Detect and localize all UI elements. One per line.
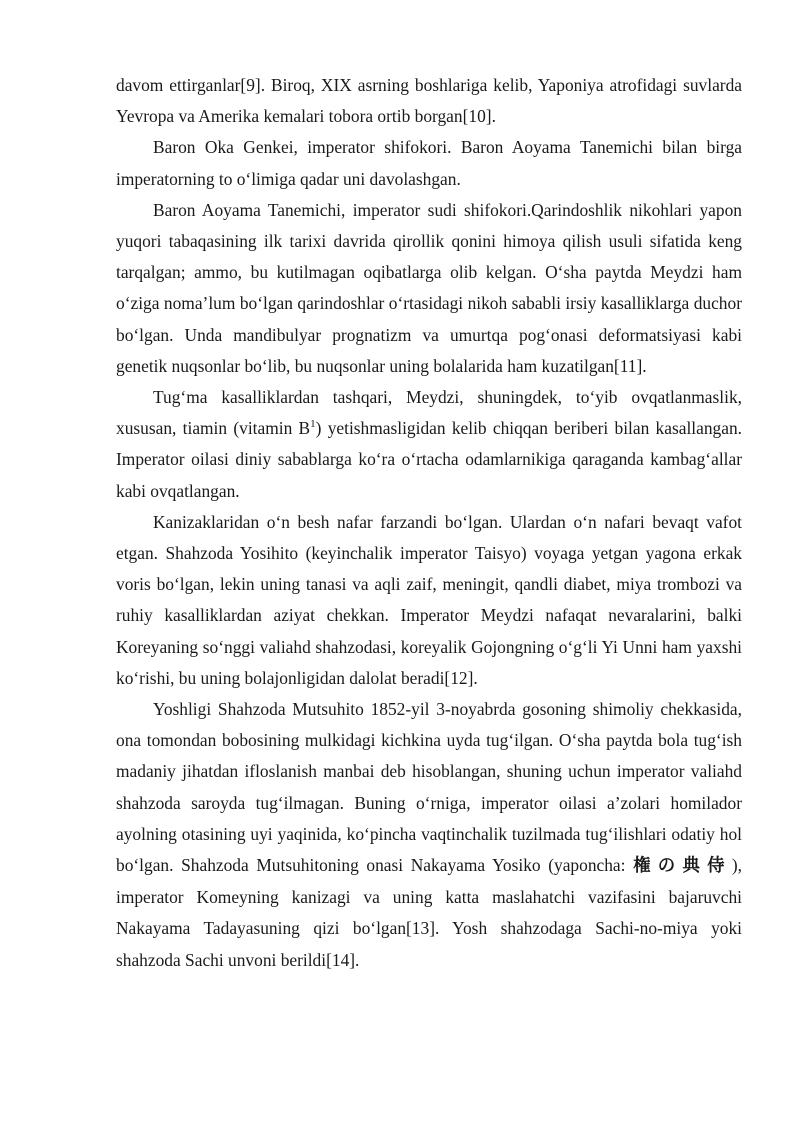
paragraph-4-text-before: Tug‘ma kasalliklardan tashqari, Meydzi, shuningdek, to‘yib ovqatlanmaslik, xususan, tiamin (vitamin B: [116, 387, 742, 439]
paragraph-6: [116, 694, 742, 976]
paragraph-5: Kanizaklaridan o‘n besh nafar farzandi bo‘lgan. Ulardan o‘n nafari bevaqt vafot etgan. Shahzoda Yosihito (keyinchalik imperator Taisyo) voyaga yetgan yagona erkak voris bo‘lgan, lekin uning tanasi va aqli zaif, meningit, qandli diabet, miya trombozi va ruhiy kasalliklardan aziyat chekkan. Imperator Meydzi nafaqat nevaralarini, balki Koreyaning so‘nggi valiahd shahzodasi, koreyalik Gojongning o‘g‘li Yi Unni ham yaxshi ko‘rishi, bu uning bolajonligidan dalolat beradi[12].: [116, 511, 742, 688]
paragraph-6-text-before: Yoshligi Shahzoda Mutsuhito 1852-yil 3-noyabrda gosoning shimoliy chekkasida, ona tomondan bobosining mulkidagi kichkina uyda tug‘ilgan. O‘sha paytda bola tug‘ish madaniy jihatdan ifloslanish manbai deb hisoblangan, shuning uchun imperator valiahd shahzoda saroyda tug‘ilmagan. Buning o‘rniga, imperator oilasi a’zolari homilador ayolning otasining uyi yaqinida, ko‘pincha vaqtinchalik tuzilmada tug‘ilishlari odatiy hol bo‘lgan. Shahzoda Mutsuhitoning onasi Nakayama Yosiko (yaponcha:: [116, 699, 742, 876]
japanese-title-text: 権の典侍: [633, 856, 732, 877]
paragraph-4-text-after: ) yetishmasligidan kelib chiqqan beriberi bilan kasallangan. Imperator oilasi diniy sabablarga ko‘ra o‘rtacha odamlarnikiga qaraganda kambag‘allar kabi ovqatlangan.: [116, 418, 742, 501]
document-page: [116, 70, 742, 976]
paragraph-1: davom ettirganlar[9]. Biroq, XIX asrning boshlariga kelib, Yaponiya atrofidagi suvlarda Yevropa va Amerika kemalari tobora ortib borgan[10].: [116, 75, 742, 127]
paragraph-4: [116, 382, 742, 507]
paragraph-6-text-after: ), imperator Komeyning kanizagi va uning katta maslahatchi vazifasini bajaruvchi Nakayama Tadayasuning qizi bo‘lgan[13]. Yosh shahzodaga Sachi-no-miya yoki shahzoda Sachi unvoni berildi[14].: [116, 855, 742, 970]
paragraph-2: Baron Oka Genkei, imperator shifokori. Baron Aoyama Tanemichi bilan birga imperatorning to o‘limiga qadar uni davolashgan.: [116, 137, 742, 189]
paragraph-3: Baron Aoyama Tanemichi, imperator sudi shifokori.Qarindoshlik nikohlari yapon yuqori tabaqasining ilk tarixi davrida qirollik qonini himoya qilish usuli sifatida keng tarqalgan; ammo, bu kutilmagan oqibatlarga olib kelgan. O‘sha paytda Meydzi ham o‘ziga noma’lum bo‘lgan qarindoshlar o‘rtasidagi nikoh sababli irsiy kasalliklarga duchor bo‘lgan. Unda mandibulyar prognatizm va umurtqa pog‘onasi deformatsiyasi kabi genetik nuqsonlar bo‘lib, bu nuqsonlar uning bolalarida ham kuzatilgan[11].: [116, 199, 742, 376]
vitamin-subscript: 1: [310, 418, 316, 431]
